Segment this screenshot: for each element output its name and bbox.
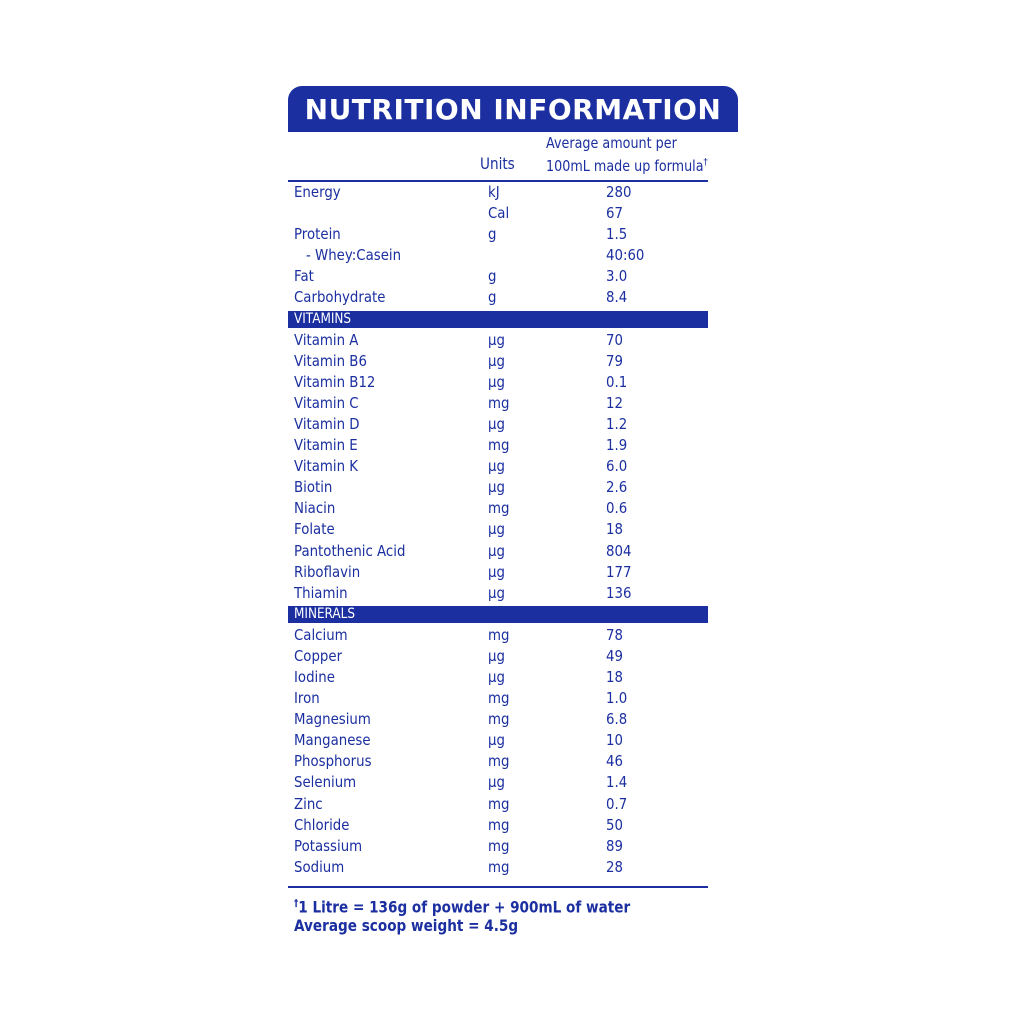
nutrient-unit: mg [488, 710, 510, 729]
table-header [288, 132, 708, 182]
nutrient-name: Copper [294, 646, 343, 665]
nutrient-value: 1.4 [606, 773, 628, 792]
nutrient-name: Vitamin E [294, 436, 358, 455]
nutrient-name: Iodine [294, 667, 335, 686]
table-row [288, 203, 708, 224]
nutrient-value: 50 [606, 815, 623, 834]
nutrient-unit: µg [488, 646, 505, 665]
dagger-mark: † [703, 157, 708, 168]
nutrient-unit: mg [488, 393, 510, 412]
nutrient-value: 0.7 [606, 794, 628, 813]
nutrient-value: 8.4 [606, 288, 628, 307]
table-row [288, 794, 708, 815]
nutrient-unit: mg [488, 857, 510, 876]
amount-header-line1: Average amount per [546, 134, 677, 152]
table-row [288, 562, 708, 583]
nutrient-name: Vitamin B6 [294, 351, 367, 370]
nutrient-value: 6.0 [606, 457, 628, 476]
nutrient-unit: kJ [488, 183, 500, 201]
nutrient-unit: µg [488, 330, 505, 349]
section-header-vitamins [288, 311, 708, 328]
nutrient-unit: µg [488, 351, 505, 370]
nutrient-unit: µg [488, 520, 505, 539]
table-row [288, 224, 708, 245]
nutrient-name: Carbohydrate [294, 288, 386, 307]
table-row [288, 245, 708, 266]
table-row [288, 815, 708, 836]
nutrient-name: Manganese [294, 731, 371, 750]
nutrient-name: Thiamin [294, 583, 348, 602]
nutrient-name: Phosphorus [294, 752, 372, 771]
nutrient-name: Vitamin B12 [294, 372, 376, 391]
nutrient-value: 18 [606, 520, 623, 539]
amount-header-line2: 100mL made up formula [546, 157, 704, 175]
nutrient-name: Vitamin C [294, 393, 359, 412]
table-row [288, 435, 708, 456]
nutrient-name: Calcium [294, 625, 348, 644]
nutrient-name: Chloride [294, 815, 350, 834]
units-header: Units [480, 154, 515, 173]
nutrient-unit: µg [488, 562, 505, 581]
nutrient-name: Selenium [294, 773, 357, 792]
nutrient-unit: µg [488, 541, 505, 560]
nutrient-value: 49 [606, 646, 623, 665]
footnote [288, 888, 738, 935]
nutrient-name: Vitamin K [294, 457, 359, 476]
table-row [288, 414, 708, 435]
nutrient-unit: mg [488, 689, 510, 708]
nutrient-value: 0.6 [606, 499, 628, 518]
title-bar [288, 86, 738, 132]
nutrient-value: 89 [606, 836, 623, 855]
table-row [288, 266, 708, 287]
nutrient-value: 1.5 [606, 225, 628, 244]
nutrient-name: Pantothenic Acid [294, 541, 406, 560]
basic-nutrients [288, 182, 708, 309]
mineral-list [288, 625, 708, 878]
nutrient-value: 280 [606, 183, 632, 201]
nutrient-unit: mg [488, 752, 510, 771]
nutrient-name: Zinc [294, 794, 323, 813]
table-row [288, 182, 708, 203]
table-row [288, 667, 708, 688]
nutrient-value: 177 [606, 562, 632, 581]
nutrient-value: 12 [606, 393, 623, 412]
vitamin-list [288, 330, 708, 604]
nutrient-unit: g [488, 288, 497, 307]
nutrient-value: 40:60 [606, 246, 645, 265]
nutrient-value: 0.1 [606, 372, 628, 391]
table-row [288, 393, 708, 414]
table-row [288, 857, 708, 878]
table-row [288, 498, 708, 519]
nutrient-value: 28 [606, 857, 623, 876]
panel-title: NUTRITION INFORMATION [304, 92, 722, 126]
nutrient-unit: µg [488, 372, 505, 391]
nutrient-value: 10 [606, 731, 623, 750]
nutrient-unit: µg [488, 478, 505, 497]
nutrient-name: Potassium [294, 836, 363, 855]
nutrient-name: Fat [294, 267, 314, 286]
nutrient-name: Protein [294, 225, 341, 244]
footnote-dagger: † [294, 897, 299, 909]
nutrient-unit: g [488, 225, 497, 244]
nutrient-value: 2.6 [606, 478, 628, 497]
nutrient-value: 1.2 [606, 414, 628, 433]
nutrition-panel [288, 86, 738, 935]
nutrient-value: 1.0 [606, 689, 628, 708]
nutrient-value: 18 [606, 667, 623, 686]
nutrient-name: Iron [294, 689, 320, 708]
nutrient-name: Niacin [294, 499, 336, 518]
nutrient-unit: mg [488, 625, 510, 644]
table-row [288, 519, 708, 540]
table-row [288, 456, 708, 477]
table-row [288, 372, 708, 393]
nutrient-name: Vitamin D [294, 414, 360, 433]
table-row [288, 709, 708, 730]
table-row [288, 477, 708, 498]
nutrient-value: 1.9 [606, 436, 628, 455]
nutrient-unit: mg [488, 815, 510, 834]
nutrient-value: 67 [606, 204, 623, 223]
vitamins-label: VITAMINS [294, 310, 352, 327]
table-row [288, 351, 708, 372]
footnote-line2: Average scoop weight = 4.5g [294, 916, 519, 936]
table-row [288, 330, 708, 351]
table-row [288, 625, 708, 646]
nutrient-value: 136 [606, 583, 632, 602]
table-row [288, 836, 708, 857]
nutrient-unit: µg [488, 457, 505, 476]
nutrient-unit: µg [488, 731, 505, 750]
table-row [288, 751, 708, 772]
nutrient-value: 78 [606, 625, 623, 644]
nutrient-value: 79 [606, 351, 623, 370]
nutrient-value: 804 [606, 541, 632, 560]
nutrient-value: 3.0 [606, 267, 628, 286]
table-row [288, 646, 708, 667]
nutrient-unit: µg [488, 773, 505, 792]
nutrient-name: Vitamin A [294, 330, 359, 349]
nutrient-name: Riboflavin [294, 562, 361, 581]
nutrient-value: 46 [606, 752, 623, 771]
nutrient-unit: mg [488, 836, 510, 855]
nutrient-unit: mg [488, 436, 510, 455]
table-row [288, 541, 708, 562]
minerals-label: MINERALS [294, 605, 356, 622]
nutrient-name: Sodium [294, 857, 345, 876]
nutrient-unit: µg [488, 583, 505, 602]
table-row [288, 287, 708, 308]
nutrient-name: Folate [294, 520, 335, 539]
nutrient-name: Magnesium [294, 710, 371, 729]
table-row [288, 688, 708, 709]
table-row [288, 583, 708, 604]
table-row [288, 730, 708, 751]
nutrient-unit: Cal [488, 204, 510, 223]
footnote-line1: 1 Litre = 136g of powder + 900mL of water [298, 897, 631, 917]
nutrient-name: Biotin [294, 478, 333, 497]
nutrient-name: Energy [294, 183, 341, 201]
nutrient-value: 70 [606, 330, 623, 349]
section-header-minerals [288, 606, 708, 623]
nutrient-name: - Whey:Casein [306, 246, 402, 265]
nutrient-unit: mg [488, 499, 510, 518]
amount-header [546, 134, 708, 176]
nutrient-unit: g [488, 267, 497, 286]
nutrient-value: 6.8 [606, 710, 628, 729]
nutrient-unit: µg [488, 414, 505, 433]
nutrient-unit: µg [488, 667, 505, 686]
table-row [288, 772, 708, 793]
nutrient-unit: mg [488, 794, 510, 813]
